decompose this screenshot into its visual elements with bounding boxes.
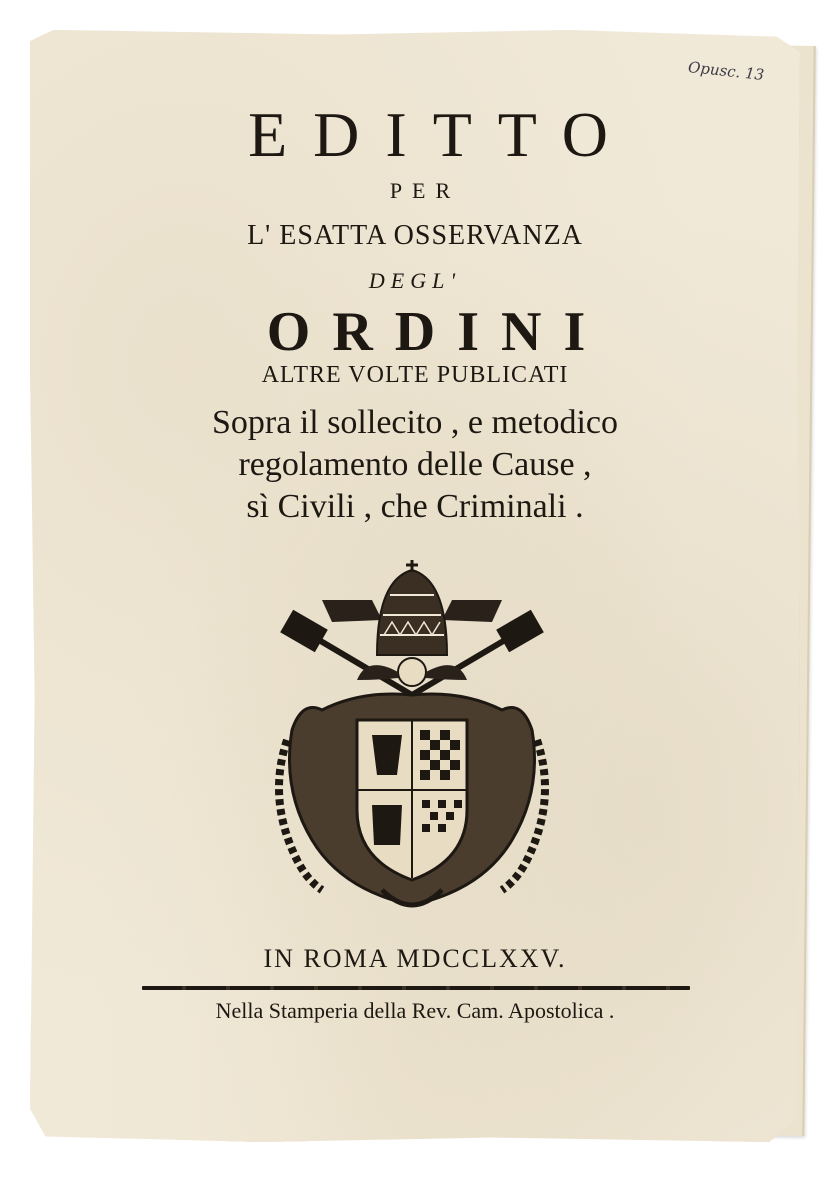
imprint-printer: Nella Stamperia della Rev. Cam. Apostolica . — [215, 998, 615, 1023]
papal-coat-of-arms-icon — [262, 560, 562, 920]
subtitle-line-2: regolamento delle Cause , — [238, 446, 592, 483]
title-altre-volte: ALTRE VOLTE PUBLICATI — [261, 362, 569, 388]
title-per: PER — [389, 178, 461, 203]
title-editto: EDITTO — [248, 99, 634, 170]
divider-rule — [142, 986, 690, 990]
subtitle-line-3: sì Civili , che Criminali . — [246, 488, 584, 525]
imprint-place-year: IN ROMA MDCCLXXV. — [263, 944, 567, 973]
title-esatta-osservanza: L' ESATTA OSSERVANZA — [247, 220, 583, 251]
title-ordini: ORDINI — [266, 301, 608, 363]
title-degl: DEGL' — [368, 268, 462, 293]
handwritten-note: Opusc. 13 — [687, 58, 766, 84]
subtitle-line-1: Sopra il sollecito , e metodico — [211, 404, 619, 441]
